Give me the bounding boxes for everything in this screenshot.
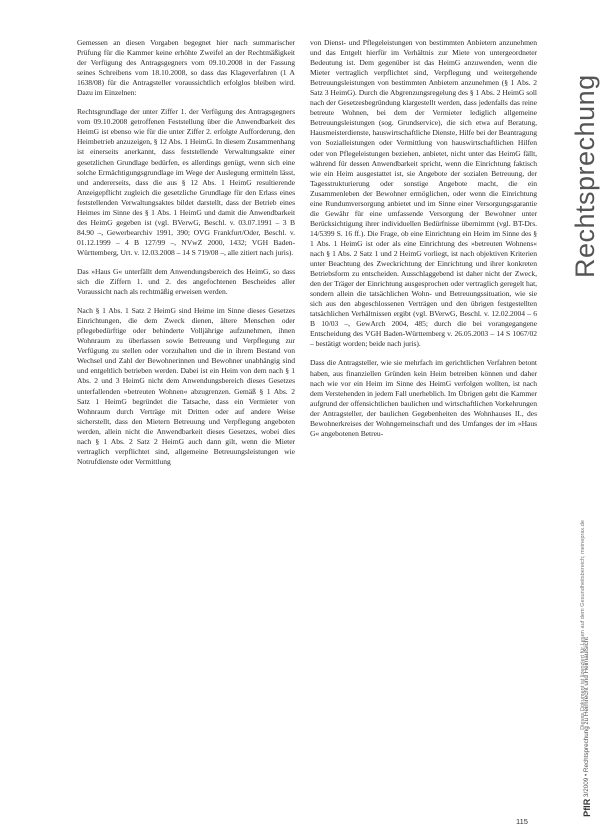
left-text-column — [77, 38, 295, 476]
paragraph: Rechtsgrundlage der unter Ziffer 1. der Verfügung des Antragsgegners vom 09.10.2008 getroffenen Feststellung über die Anwendbarkeit des HeimG ist ebenso wie für die unter Ziffer 2. erfolgte Aufforderung, den Heimbetrieb anzuzeigen, § 12 Abs. 1 HeimG. In diesem Zusammenhang ist einerseits anerkannt, dass feststellende Verwaltungsakte einer gesetzlichen Grundlage bedürfen, es allerdings genügt, wenn sich eine solche Ermächtigungsgrundlage im Wege der Auslegung ermitteln lässt, und andererseits, dass die aus § 12 Abs. 1 HeimG resultierende Anzeigepflicht zugleich die gesetzliche Grundlage für den Erlass eines feststellenden Verwaltungsaktes bildet darstellt, dass der Betrieb eines Heimes im Sinne des § 1 Abs. 1 HeimG und damit die Anwendbarkeit des HeimG gegeben ist (vgl. BVerwG, Beschl. v. 03.07.1991 – 3 B 84.90 –, Gewerbearchiv 1991, 390; OVG Frankfurt/Oder, Beschl. v. 01.12.1999 – 4 B 127/99 –, NVwZ 2000, 1432; VGH Baden-Württemberg, Urt. v. 12.03.2008 – 14 S 719/08 –, alle zitiert nach juris). — [77, 107, 295, 257]
journal-name: PflR — [582, 799, 592, 817]
section-title-vertical: Rechtsprechung — [570, 74, 600, 278]
paragraph: Das »Haus G« unterfällt dem Anwendungsbereich des HeimG, so dass sich die Ziffern 1. und 2. des angefochtenen Bescheides aller Voraussicht nach als rechtmäßig erweisen werden. — [77, 266, 295, 297]
paragraph: Dass die Antragsteller, wie sie mehrfach im gerichtlichen Verfahren betont haben, aus finanziellen Gründen kein Heim betreiben können und daher nach wie vor ein Heim im Sinne des HeimG verfolgen wollten, ist nach dem Verstehenden in jedem Fall unerheblich. Im Übrigen geht die Kammer aufgrund der offensichtlichen baulichen und wirtschaftlichen Vorkehrungen der Antragsteller, der baulichen Gegebenheiten des Wohnhauses II., des Bewohnerkreises der Wohngemeinschaft und des Umfanges der im »Haus G« angebotenen Betreu- — [310, 358, 537, 438]
license-note-vertical: Dieses Dokument ist lizenziert für Lesen auf dem Gesundheitsbereich; meineprax.de — [580, 520, 586, 730]
paragraph: von Dienst- und Pflegeleistungen von bestimmten Anbietern anzunehmen und das Entgelt hierfür im Verhältnis zur Miete von untergeordneter Bedeutung ist. Dem gegenüber ist das HeimG anzuwenden, wenn die Mieter vertraglich verpflichtet sind, Verpflegung und weitergehende Betreuungsleistungen von bestimmten Anbietern anzunehmen (§ 1 Abs. 2 Satz 3 HeimG). Durch die Abgrenzungsregelung des § 1 Abs. 2 HeimG soll nach der Gesetzesbegründung klargestellt werden, dass jedenfalls das reine betreute Wohnen, bei dem der Vermieter lediglich allgemeine Betreuungsleistungen (sog. Grundservice), die sich etwa auf Beratung, Hausmeisterdienste, hauswirtschaftliche Dienste, Hilfe bei der Beantragung von Sozialleistungen oder Vermittlung von hauswirtschaftlichen Hilfen oder von Pflegeleistungen beziehen, anbietet, nicht unter das HeimG fällt, während für dessen Anwendbarkeit spricht, wenn die Einrichtung faktisch wie ein Heim ausgestattet ist, sie Angebote der sozialen Betreuung, der Tagesstrukturierung oder sonstige Angebote macht, die ein Zusammenleben der Bewohner ermöglichen, oder wenn die Einrichtung eine Rundumversorgung anbietet und im Sinne einer Versorgungsgarantie die Gewähr für eine umfassende Versorgung der Bewohner unter Berücksichtigung ihrer individuellen Bedürfnisse übernimmt (vgl. BT-Drs. 14/5399 S. 16 ff.). Die Frage, ob eine Einrichtung ein Heim im Sinne des § 1 Abs. 1 HeimG ist oder als eine Einrichtung des »betreuten Wohnens« nach § 1 Abs. 2 Satz 1 und 2 HeimG vorliegt, ist nach objektiven Kriterien unter Beachtung des Zweckrichtung der Einrichtung und ihrer konkreten Betriebsform zu entscheiden. Ausschlaggebend ist daher nicht der Zweck, den der Träger der Einrichtung ausgesprochen oder vertraglich geregelt hat, sondern allein die tatsächlichen Wohn- und Betreuungssituation, wie sie sich aus den abgeschlossenen Verträgen und den übrigen festgestellten tatsächlichen Verhältnissen ergibt (vgl. BVerwG, Beschl. v. 12.02.2004 – 6 B 10/03 –, GewArch 2004, 485; durch die bei vorangegangene Entscheidung des VGH Baden-Württemberg v. 26.05.2003 – 14 S 1067/02 – bestätigt worden; beide nach juris). — [310, 38, 537, 349]
page-number: 115 — [516, 817, 528, 826]
paragraph: Gemessen an diesen Vorgaben begegnet hier nach summarischer Prüfung für die Kammer keine erhöhte Zweifel an der Rechtmäßigkeit der Verfügung des Antragsgegners vom 09.10.2008 in der Fassung seines Schreibens vom 18.10.2008, so dass das Klageverfahren (1 A 1638/08) für die Antragsteller voraussichtlich erfolglos bleiben wird. Dazu im Einzelnen: — [77, 38, 295, 98]
journal-footer-vertical — [582, 637, 592, 817]
paragraph: Nach § 1 Abs. 1 Satz 2 HeimG sind Heime im Sinne dieses Gesetzes Einrichtungen, die dem Zweck dienen, ältere Menschen oder pflegebedürftige oder behinderte Volljährige aufzunehmen, ihnen Wohnraum zu überlassen sowie Betreuung und Verpflegung zur Verfügung zu stellen oder vorzuhalten und die in ihrem Bestand von Wechsel und Zahl der Bewohnerinnen und Bewohner unabhängig sind und entgeltlich betrieben werden. Dabei ist ein Heim von dem nach § 1 Abs. 2 und 3 HeimG nicht dem Anwendungsbereich dieses Gesetzes unterfallenden »betreuten Wohnen« abzugrenzen. Gemäß § 1 Abs. 2 Satz 1 HeimG begründet die Tatsache, dass ein Vermieter von Wohnraum durch Verträge mit Dritten oder auf andere Weise sicherstellt, dass den Mietern Betreuung und Verpflegung angeboten werden, allein nicht die Anwendbarkeit dieses Gesetzes, wobei dies nach § 1 Abs. 2 Satz 2 HeimG auch dann gilt, wenn die Mieter vertraglich verpflichtet sind, allgemeine Betreuungsleistungen wie Notrufdienste oder Vermittlung — [77, 306, 295, 466]
journal-issue: 3/2009 • Rechtsprechung zu Heimrecht und Heimaufsicht — [583, 637, 590, 798]
right-text-column — [310, 38, 537, 448]
